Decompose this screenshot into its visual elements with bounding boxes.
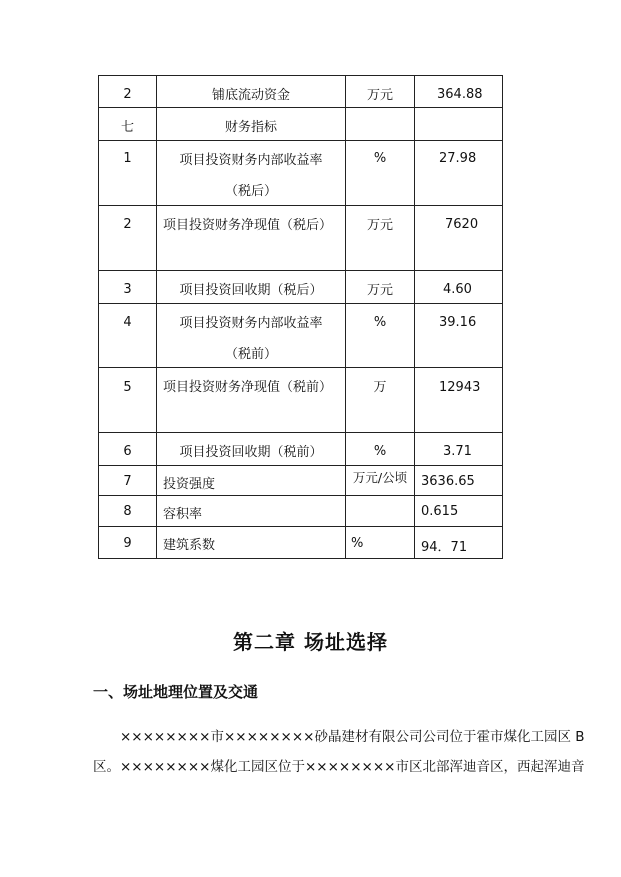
value-cell: 12943 [415, 368, 503, 433]
chapter-title: 第二章 场址选择 [233, 630, 388, 654]
unit-cell: % [346, 433, 415, 466]
item-name-cell: 项目投资回收期（税前） [157, 433, 346, 466]
item-name-cell: 容积率 [157, 496, 346, 527]
unit-cell: 万元 [346, 271, 415, 304]
unit-cell: 万元/公顷 [346, 466, 415, 496]
table-row [99, 108, 503, 141]
row-number-cell: 6 [99, 433, 157, 466]
paragraph-line: ××××××××市××××××××砂晶建材有限公司公司位于霍市煤化工园区 B [120, 729, 585, 745]
item-name-cell: 项目投资财务内部收益率 （税前） [157, 304, 346, 368]
unit-cell: % [346, 141, 415, 206]
value-cell [415, 108, 503, 141]
item-name-cell: 项目投资财务净现值（税后） [157, 206, 346, 271]
value-cell: 27.98 [415, 141, 503, 206]
unit-cell: % [346, 527, 415, 559]
unit-cell: 万元 [346, 76, 415, 108]
table-row [99, 496, 503, 527]
item-name-cell: 财务指标 [157, 108, 346, 141]
body-paragraph [93, 722, 585, 782]
value-cell: 0.615 [415, 496, 503, 527]
row-number-cell: 4 [99, 304, 157, 368]
value-cell: 364.88 [415, 76, 503, 108]
value-cell: 7620 [415, 206, 503, 271]
unit-cell: 万元 [346, 206, 415, 271]
section-heading: 一、场址地理位置及交通 [93, 683, 259, 701]
item-name-cell: 建筑系数 [157, 527, 346, 559]
table-row [99, 466, 503, 496]
row-number-cell: 9 [99, 527, 157, 559]
table-row [99, 271, 503, 304]
item-name-cell: 投资强度 [157, 466, 346, 496]
row-number-cell: 1 [99, 141, 157, 206]
item-name-cell: 铺底流动资金 [157, 76, 346, 108]
item-name-cell: 项目投资财务内部收益率 （税后） [157, 141, 346, 206]
paragraph-line: 区。××××××××煤化工园区位于××××××××市区北部浑迪音区，西起浑迪音 [93, 759, 585, 775]
table-row [99, 76, 503, 108]
financial-indicators-table [98, 75, 503, 559]
table-row [99, 368, 503, 433]
table-row [99, 141, 503, 206]
table-row [99, 433, 503, 466]
item-name-cell: 项目投资财务净现值（税前） [157, 368, 346, 433]
unit-cell: 万 [346, 368, 415, 433]
row-number-cell: 5 [99, 368, 157, 433]
value-cell: 3.71 [415, 433, 503, 466]
table-row [99, 527, 503, 559]
table-row [99, 206, 503, 271]
unit-cell [346, 496, 415, 527]
table-row [99, 304, 503, 368]
value-cell: 4.60 [415, 271, 503, 304]
value-cell: 39.16 [415, 304, 503, 368]
unit-cell [346, 108, 415, 141]
row-number-cell: 2 [99, 76, 157, 108]
row-number-cell: 2 [99, 206, 157, 271]
row-number-cell: 8 [99, 496, 157, 527]
row-number-cell: 7 [99, 466, 157, 496]
row-number-cell: 3 [99, 271, 157, 304]
value-cell: 3636.65 [415, 466, 503, 496]
item-name-cell: 项目投资回收期（税后） [157, 271, 346, 304]
value-cell: 94．71 [415, 527, 503, 559]
unit-cell: % [346, 304, 415, 368]
row-number-cell: 七 [99, 108, 157, 141]
